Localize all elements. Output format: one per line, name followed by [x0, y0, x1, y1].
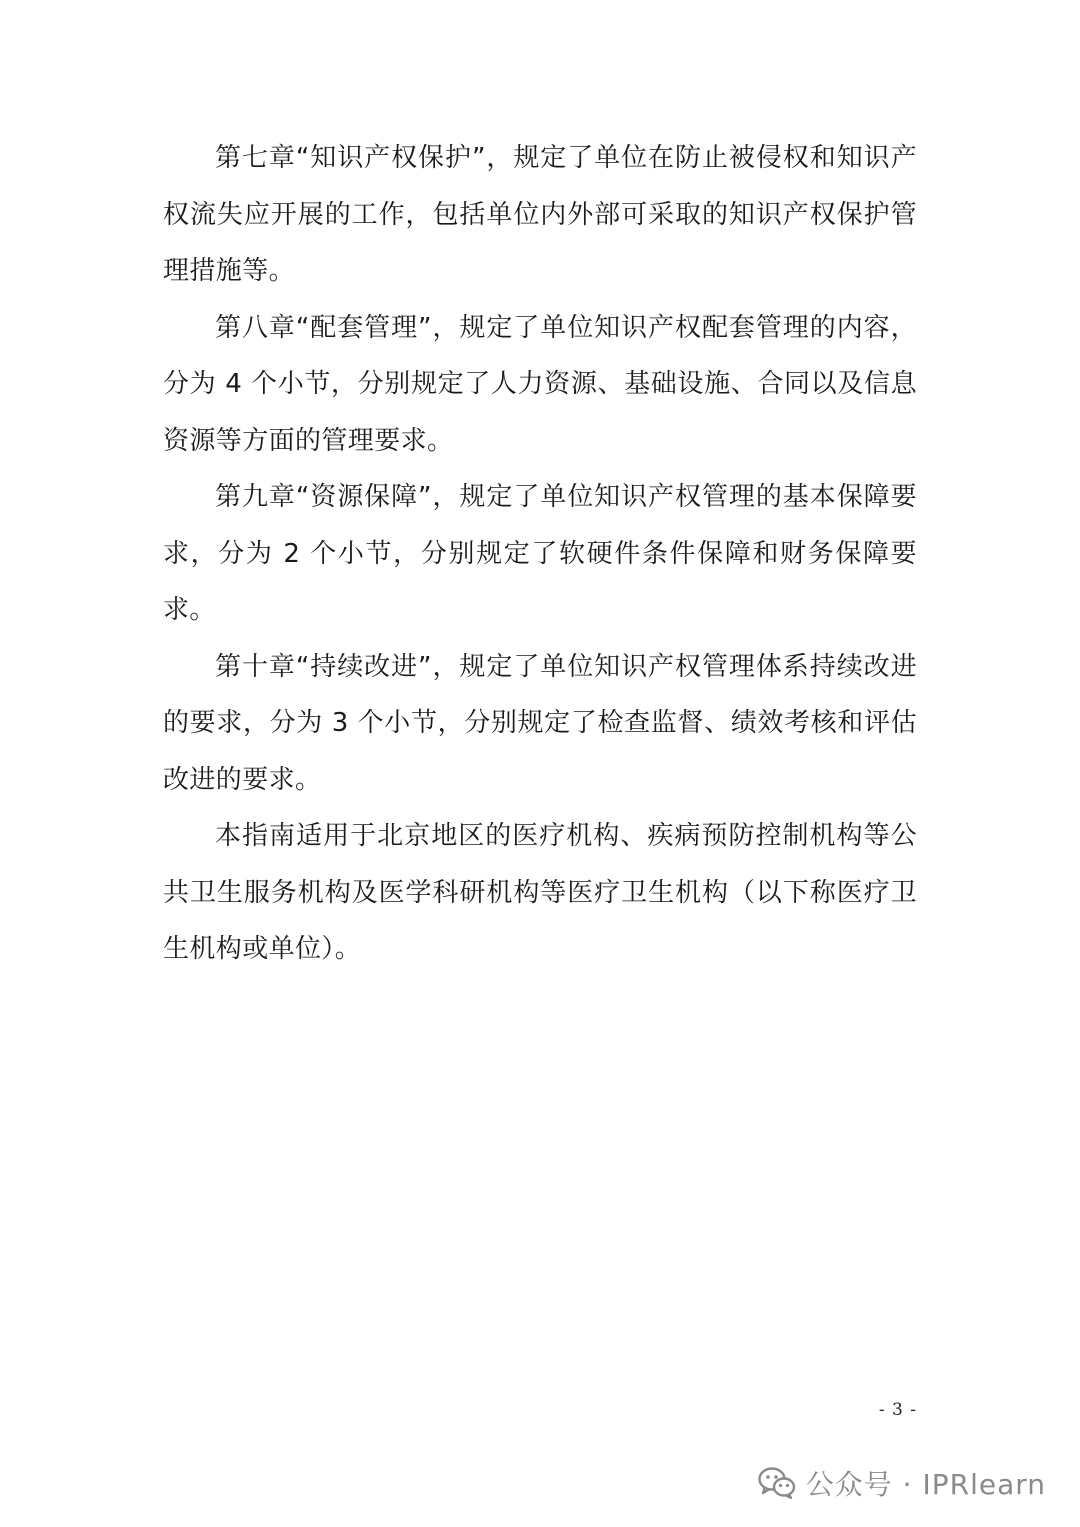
paragraph-chapter-10: 第十章“持续改进”，规定了单位知识产权管理体系持续改进的要求，分为 3 个小节，分别规定了检查监督、绩效考核和评估改进的要求。	[163, 651, 917, 795]
paragraph-chapter-8: 第八章“配套管理”，规定了单位知识产权配套管理的内容，分为 4 个小节，分别规定了人力资源、基础设施、合同以及信息资源等方面的管理要求。	[163, 312, 917, 456]
watermark	[758, 1463, 1046, 1503]
paragraph-chapter-9: 第九章“资源保障”，规定了单位知识产权管理的基本保障要求，分为 2 个小节，分别规定了软硬件条件保障和财务保障要求。	[163, 482, 917, 625]
document-body	[163, 130, 917, 978]
page-number: - 3 -	[878, 1400, 917, 1420]
wechat-icon	[758, 1466, 796, 1500]
paragraph-scope: 本指南适用于北京地区的医疗机构、疾病预防控制机构等公共卫生服务机构及医学科研机构等医疗卫生机构（以下称医疗卫生机构或单位）。	[163, 821, 917, 964]
paragraph-chapter-7: 第七章“知识产权保护”，规定了单位在防止被侵权和知识产权流失应开展的工作，包括单位内外部可采取的知识产权保护管理措施等。	[163, 143, 917, 286]
watermark-text: 公众号 · IPRlearn	[805, 1468, 1046, 1501]
